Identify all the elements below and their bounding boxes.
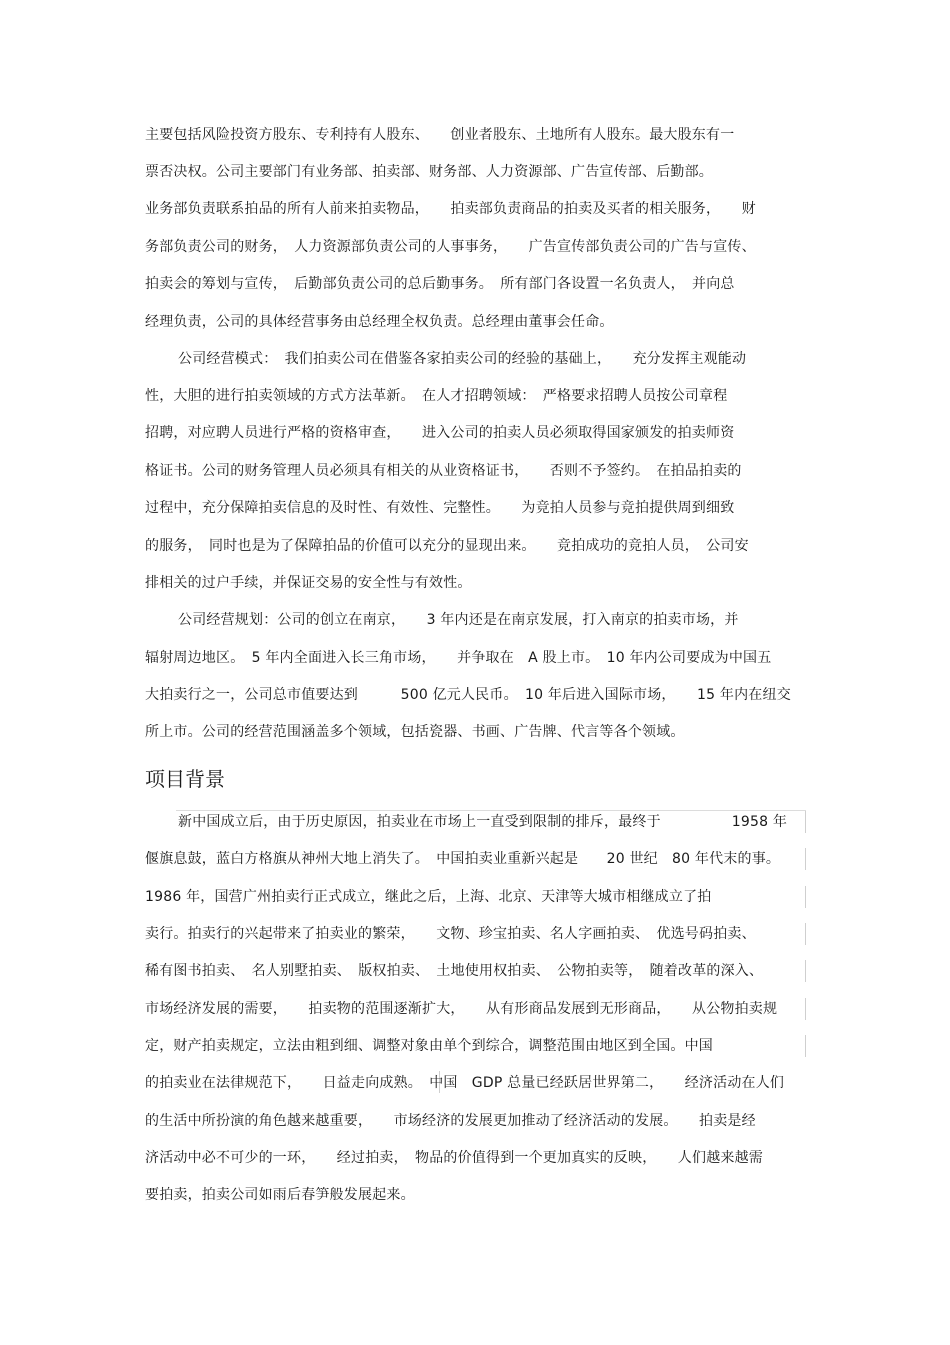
- paragraph-line: 格证书。公司的财务管理人员必须具有相关的从业资格证书， 否则不予签约。 在拍品拍卖的: [145, 463, 742, 479]
- paragraph-line: 的拍卖业在法律规范下， 日益走向成熟。 中国 GDP 总量已经跃居世界第二， 经济活动在人们: [145, 1075, 785, 1091]
- paragraph-line: 公司经营规划：公司的创立在南京， 3 年内还是在南京发展，打入南京的拍卖市场，并: [178, 612, 739, 628]
- paragraph-line: 公司经营模式： 我们拍卖公司在借鉴各家拍卖公司的经验的基础上， 充分发挥主观能动: [178, 351, 747, 367]
- paragraph-line: 主要包括风险投资方股东、专利持有人股东、 创业者股东、土地所有人股东。最大股东有一: [145, 127, 735, 143]
- paragraph-line: 票否决权。公司主要部门有业务部、拍卖部、财务部、人力资源部、广告宣传部、后勤部。: [145, 164, 713, 180]
- paragraph-line: 的服务， 同时也是为了保障拍品的价值可以充分的显现出来。 竞拍成功的竞拍人员， 公司安: [145, 538, 749, 554]
- paragraph-line: 1986 年，国营广州拍卖行正式成立，继此之后，上海、北京、天津等大城市相继成立了拍: [145, 889, 712, 905]
- paragraph-line: 务部负责公司的财务， 人力资源部负责公司的人事事务， 广告宣传部负责公司的广告与宣传、: [145, 239, 756, 255]
- frame-line: [805, 811, 806, 833]
- paragraph-line: 定，财产拍卖规定，立法由粗到细、调整对象由单个到综合，调整范围由地区到全国。中国: [145, 1038, 713, 1054]
- paragraph-line: 性，大胆的进行拍卖领域的方式方法革新。 在人才招聘领域： 严格要求招聘人员按公司章程: [145, 388, 728, 404]
- paragraph-line: 辐射周边地区。 5 年内全面进入长三角市场， 并争取在 A 股上市。 10 年内公司要成为中国五: [145, 650, 772, 666]
- paragraph-line: 市场经济发展的需要， 拍卖物的范围逐渐扩大， 从有形商品发展到无形商品， 从公物拍卖规: [145, 1001, 778, 1017]
- paragraph-line: 招聘，对应聘人员进行严格的资格审查， 进入公司的拍卖人员必须取得国家颁发的拍卖师资: [145, 425, 735, 441]
- frame-line: [805, 886, 806, 908]
- frame-line: [805, 998, 806, 1020]
- paragraph-line: 新中国成立后，由于历史原因，拍卖业在市场上一直受到限制的排斥，最终于 1958 年: [178, 814, 788, 830]
- frame-line: [805, 923, 806, 945]
- frame-line: [176, 810, 806, 811]
- paragraph-line: 拍卖会的筹划与宣传， 后勤部负责公司的总后勤事务。 所有部门各设置一名负责人， 并向总: [145, 276, 735, 292]
- paragraph-line: 业务部负责联系拍品的所有人前来拍卖物品， 拍卖部负责商品的拍卖及买者的相关服务， 财: [145, 201, 756, 217]
- paragraph-line: 的生活中所扮演的角色越来越重要， 市场经济的发展更加推动了经济活动的发展。 拍卖是经: [145, 1113, 756, 1129]
- paragraph-line: 大拍卖行之一，公司总市值要达到 500 亿元人民币。 10 年后进入国际市场， 15 年内在纽交: [145, 687, 791, 703]
- paragraph-line: 排相关的过户手续，并保证交易的安全性与有效性。: [145, 575, 472, 591]
- paragraph-line: 济活动中必不可少的一环， 经过拍卖， 物品的价值得到一个更加真实的反映， 人们越来越需: [145, 1150, 763, 1166]
- paragraph-line: 要拍卖，拍卖公司如雨后春笋般发展起来。: [145, 1187, 415, 1203]
- paragraph-line: 稀有图书拍卖、 名人别墅拍卖、 版权拍卖、 土地使用权拍卖、 公物拍卖等， 随着改革的深入、: [145, 963, 764, 979]
- paragraph-line: 偃旗息鼓，蓝白方格旗从神州大地上消失了。 中国拍卖业重新兴起是 20 世纪 80 年代末的事。: [145, 851, 781, 867]
- paragraph-line: 所上市。公司的经营范围涵盖多个领域，包括瓷器、书画、广告牌、代言等各个领域。: [145, 724, 685, 740]
- frame-line: [805, 960, 806, 982]
- paragraph-line: 卖行。拍卖行的兴起带来了拍卖业的繁荣， 文物、珍宝拍卖、名人字画拍卖、 优选号码拍卖、: [145, 926, 756, 942]
- frame-line: [805, 1035, 806, 1057]
- section-heading: 项目背景: [145, 767, 225, 791]
- paragraph-line: 过程中，充分保障拍卖信息的及时性、有效性、完整性。 为竞拍人员参与竞拍提供周到细致: [145, 500, 735, 516]
- paragraph-line: 经理负责，公司的具体经营事务由总经理全权负责。总经理由董事会任命。: [145, 314, 614, 330]
- frame-line: [805, 848, 806, 870]
